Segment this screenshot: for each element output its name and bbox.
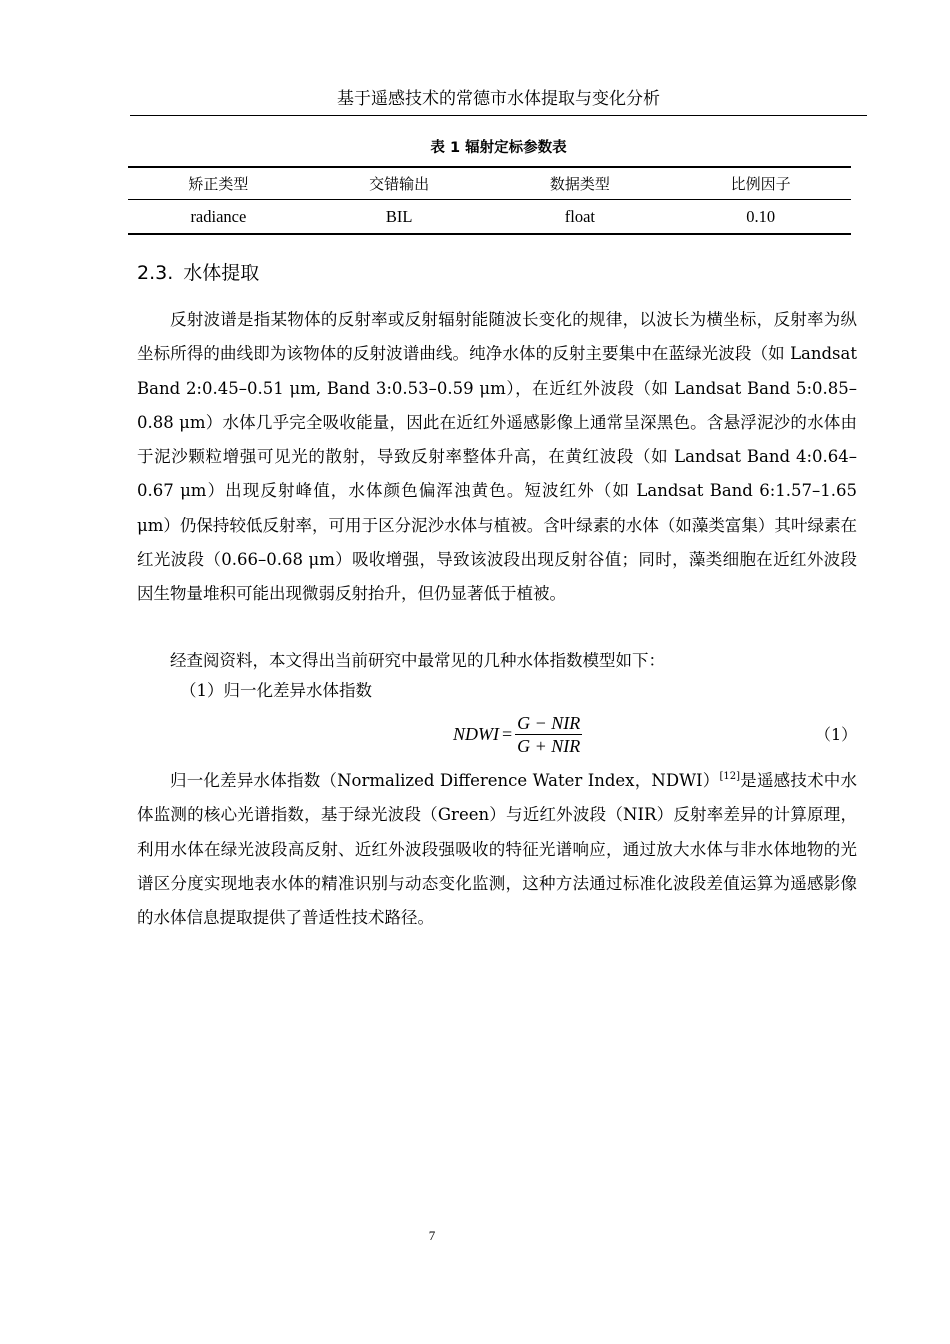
table-cell: radiance: [128, 200, 309, 235]
header-rule: [130, 115, 867, 116]
section-title: 水体提取: [183, 262, 260, 284]
body-paragraph: [137, 764, 857, 935]
radiometric-calibration-table: [128, 166, 851, 235]
equals-sign: =: [502, 723, 513, 744]
citation-reference: [12]: [719, 771, 741, 782]
body-paragraph: 反射波谱是指某物体的反射率或反射辐射能随波长变化的规律，以波长为横坐标，反射率为纵坐标所得的曲线即为该物体的反射波谱曲线。纯净水体的反射主要集中在蓝绿光波段（如 Landsat Band 2:0.45–0.51 μm, Band 3:0.53–0.59 μm），在近红外波段（如 Landsat Band 5:0.85–0.88 μm）水体几乎完全吸收能量，因此在近红外遥感影像上通常呈深黑色。含悬浮泥沙的水体由于泥沙颗粒增强可见光的散射，导致反射率整体升高，在黄红波段（如 Landsat Band 4:0.64–0.67 μm）出现反射峰值，水体颜色偏浑浊黄色。短波红外（如 Landsat Band 6:1.57–1.65 μm）仍保持较低反射率，可用于区分泥沙水体与植被。含叶绿素的水体（如藻类富集）其叶绿素在红光波段（0.66–0.68 μm）吸收增强，导致该波段出现反射谷值；同时，藻类细胞在近红外波段因生物量堆积可能出现微弱反射抬升，但仍显著低于植被。: [137, 310, 857, 604]
section-number: 2.3.: [137, 262, 174, 284]
ndwi-equation: [453, 711, 582, 757]
table-cell: float: [490, 200, 671, 235]
paragraph-text: 是遥感技术中水体监测的核心光谱指数，基于绿光波段（Green）与近红外波段（NIR）反射率差异的计算原理，利用水体在绿光波段高反射、近红外波段强吸收的特征光谱响应，通过放大水体与非水体地物的光谱区分度实现地表水体的精准识别与动态变化监测，这种方法通过标准化波段差值运算为遥感影像的水体信息提取提供了普适性技术路径。: [137, 771, 857, 928]
section-heading: [137, 258, 259, 285]
fraction-numerator: G − NIR: [517, 712, 581, 733]
column-header: 比例因子: [670, 167, 851, 200]
equation-lhs: NDWI: [453, 723, 499, 744]
running-header: 基于遥感技术的常德市水体提取与变化分析: [337, 89, 660, 109]
list-item-heading: （1）归一化差异水体指数: [180, 681, 372, 700]
equation-number: （1）: [815, 725, 858, 744]
column-header: 矫正类型: [128, 167, 309, 200]
paragraph-text: 归一化差异水体指数（Normalized Difference Water Index，NDWI）: [170, 771, 720, 790]
table-row: [128, 200, 851, 235]
table-caption: 表 1 辐射定标参数表: [430, 140, 567, 156]
fraction-denominator: G + NIR: [517, 735, 581, 756]
table-cell: 0.10: [670, 200, 851, 235]
table-header-row: [128, 167, 851, 200]
equation-fraction: [515, 713, 582, 756]
page-number: 7: [428, 1228, 436, 1243]
column-header: 数据类型: [490, 167, 671, 200]
table-cell: BIL: [309, 200, 490, 235]
column-header: 交错输出: [309, 167, 490, 200]
body-paragraph: 经查阅资料，本文得出当前研究中最常见的几种水体指数模型如下：: [170, 651, 665, 670]
